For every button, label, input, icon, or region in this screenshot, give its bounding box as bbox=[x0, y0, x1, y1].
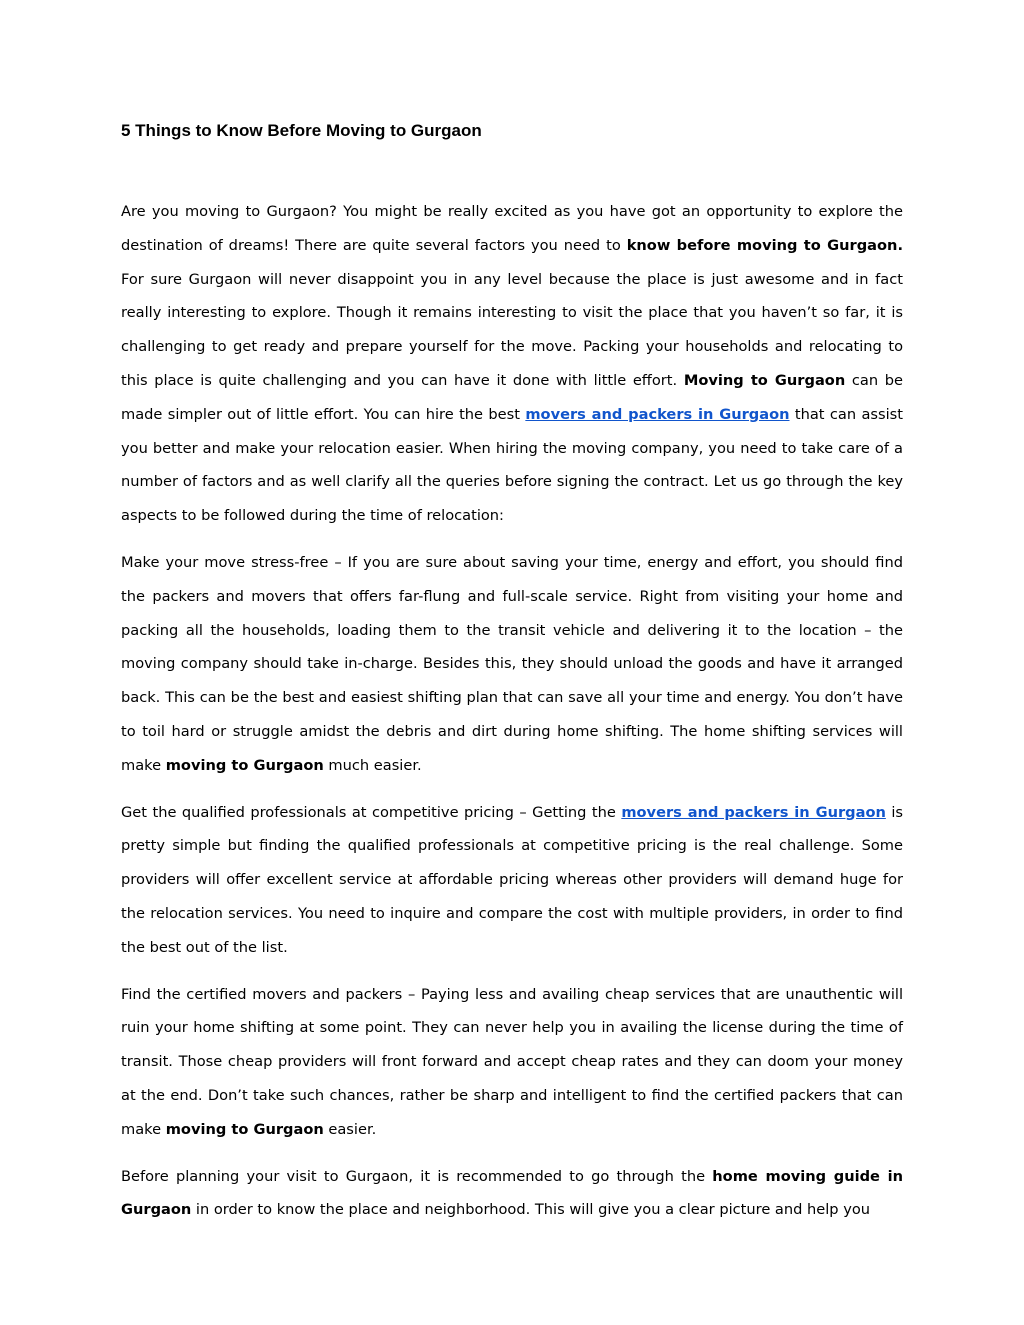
text-run: Are you moving to Gurgaon? You might be really excited as you have got an opportunity to explore the destination of dreams! There are quite several factors you need to bbox=[121, 203, 903, 254]
text-run: Make your move stress-free – If you are sure about saving your time, energy and effort, you should find the packers and movers that offers far-flung and full-scale service. Right from visiting your home and packing all the households, loading them to the transit vehicle and delivering it to the location – the moving company should take in-charge. Besides this, they should unload the goods and have it arranged back. This can be the best and easiest shifting plan that can save all your time and energy. You don’t have to toil hard or struggle amidst the debris and dirt during home shifting. The home shifting services will make bbox=[121, 553, 903, 774]
text-run: Get the qualified professionals at competitive pricing – Getting the bbox=[121, 803, 622, 821]
paragraph-intro bbox=[121, 195, 903, 533]
document-page bbox=[121, 118, 903, 1227]
text-run: can be made simpler out of little effort. You can hire the best bbox=[121, 371, 903, 423]
paragraph-certified-movers bbox=[121, 978, 903, 1147]
text-run: much easier. bbox=[323, 756, 422, 774]
movers-packers-link[interactable]: movers and packers in Gurgaon bbox=[621, 803, 886, 821]
text-run: Find the certified movers and packers – Paying less and availing cheap services that are unauthentic will ruin your home shifting at some point. They can never help you in availing the license during the time of transit. Those cheap providers will front forward and accept cheap rates and they can doom your money at the end. Don’t take such chances, rather be sharp and intelligent to find the certified packers that can make bbox=[121, 985, 903, 1138]
bold-phrase: moving to Gurgaon bbox=[165, 1120, 324, 1138]
text-run: Before planning your visit to Gurgaon, it is recommended to go through the bbox=[121, 1167, 713, 1185]
text-run: easier. bbox=[323, 1120, 377, 1138]
text-run: For sure Gurgaon will never disappoint you in any level because the place is just awesome and in fact really interesting to explore. Though it remains interesting to visit the place that you haven’t so far, it is challenging to get ready and prepare yourself for the move. Packing your households and relocating to this place is quite challenging and you can have it done with little effort. bbox=[121, 270, 903, 389]
bold-phrase: moving to Gurgaon bbox=[165, 756, 324, 774]
bold-phrase: home moving guide in Gurgaon bbox=[121, 1167, 904, 1219]
paragraph-qualified-professionals bbox=[121, 796, 903, 965]
movers-packers-link[interactable]: movers and packers in Gurgaon bbox=[525, 405, 790, 423]
text-run: is pretty simple but finding the qualified professionals at competitive pricing is the real challenge. Some providers will offer excellent service at affordable pricing whereas other providers will demand huge for the relocation services. You need to inquire and compare the cost with multiple providers, in order to find the best out of the list. bbox=[121, 803, 903, 956]
bold-phrase: Moving to Gurgaon bbox=[683, 371, 846, 389]
bold-phrase: know before moving to Gurgaon. bbox=[626, 236, 903, 254]
paragraph-moving-guide bbox=[121, 1160, 903, 1228]
text-run: in order to know the place and neighborhood. This will give you a clear picture and help you bbox=[191, 1201, 871, 1219]
document-title: 5 Things to Know Before Moving to Gurgaon bbox=[121, 121, 482, 140]
paragraph-stress-free bbox=[121, 546, 903, 783]
text-run: that can assist you better and make your relocation easier. When hiring the moving company, you need to take care of a number of factors and as well clarify all the queries before signing the contract. Let us go through the key aspects to be followed during the time of relocation: bbox=[121, 405, 903, 525]
